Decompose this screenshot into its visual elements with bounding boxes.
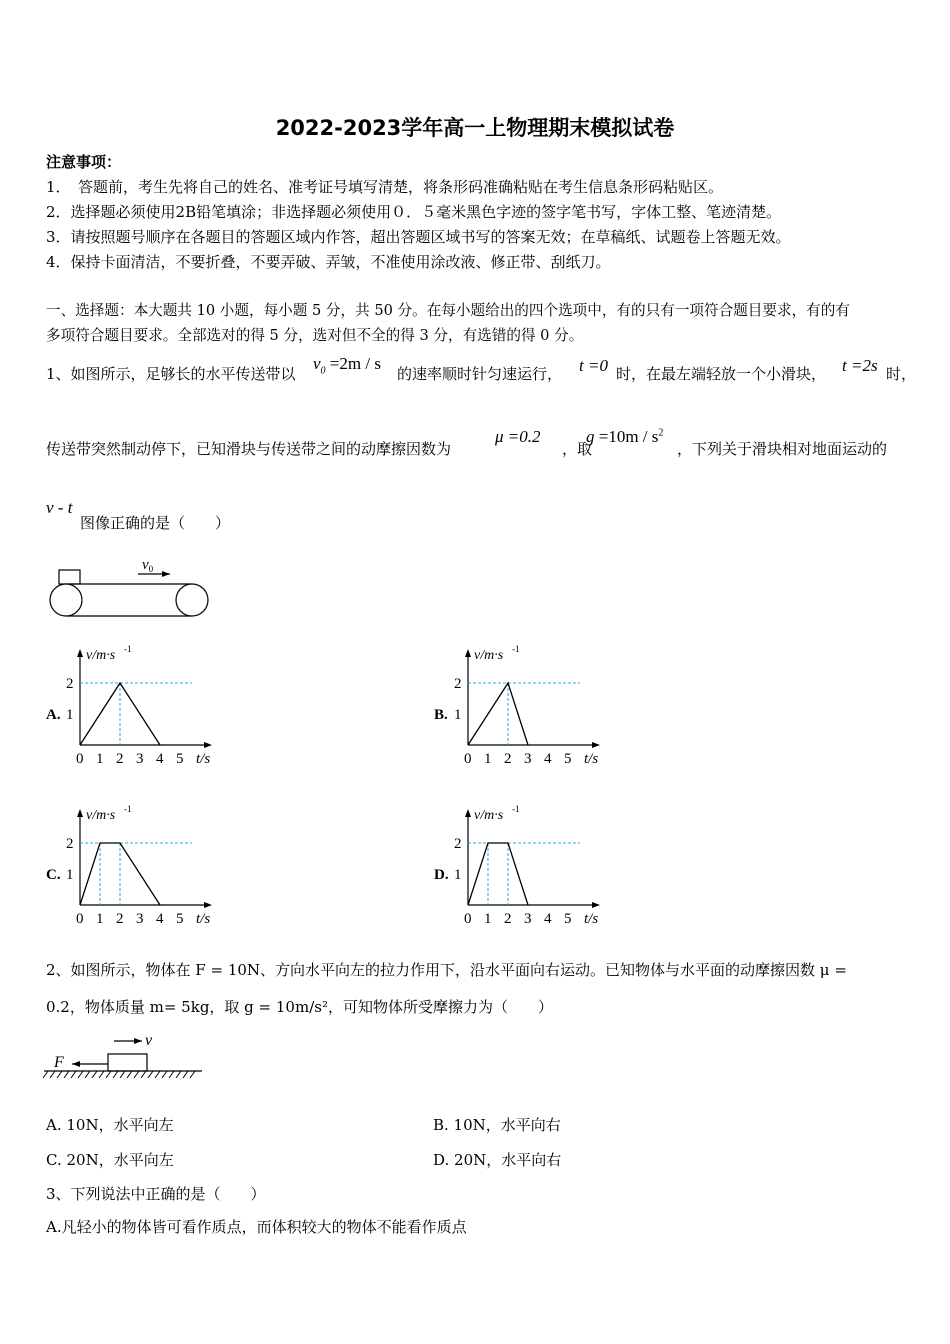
vt-graph-option-c[interactable] <box>44 800 224 930</box>
hatch-mark <box>190 1071 195 1078</box>
q1-text-5: 传送带突然制动停下，已知滑块与传送带之间的动摩擦因数为 <box>46 440 452 458</box>
q1-text-7: ，下列关于滑块相对地面运动的 <box>677 440 888 458</box>
section-instructions-line1: 一、选择题：本大题共 10 小题，每小题 5 分，共 50 分。在每小题给出的四个选项中，有的只有一项符合题目要求，有的有 <box>46 302 850 319</box>
y-axis-label-exponent: -1 <box>512 644 520 654</box>
y-axis-arrow <box>465 809 471 817</box>
hatch-mark <box>85 1071 90 1078</box>
x-tick-label: 3 <box>136 911 144 927</box>
hatch-mark <box>127 1071 132 1078</box>
x-tick-label: 3 <box>136 751 144 767</box>
hatch-mark <box>92 1071 97 1078</box>
y-tick-label: 2 <box>454 836 462 852</box>
x-tick-label: 2 <box>116 751 124 767</box>
q1-g-formula: $g =10m / s^2$ <box>586 427 664 446</box>
force-label: F <box>54 1054 64 1071</box>
q1-text-6: ，取 <box>562 440 593 458</box>
q1-text-1: 1、如图所示，足够长的水平传送带以 <box>46 365 296 383</box>
notice-item-2: 2．选择题必须使用2B铅笔填涂；非选择题必须使用０．５毫米黑色字迹的签字笔书写，字体工整、笔迹清楚。 <box>46 203 782 221</box>
x-tick-label: 1 <box>96 751 104 767</box>
x-tick-label: 0 <box>76 911 84 927</box>
block <box>59 570 80 584</box>
x-tick-label: 2 <box>116 911 124 927</box>
x-tick-label: 0 <box>464 911 472 927</box>
velocity-arrow-head <box>134 1038 142 1044</box>
x-tick-label: 0 <box>76 751 84 767</box>
page-title: 2022-2023学年高一上物理期末模拟试卷 <box>275 116 675 140</box>
x-tick-label: 4 <box>544 751 552 767</box>
q2-stem-line2: 0.2，物体质量 m= 5kg，取 g = 10m/s²，可知物体所受摩擦力为（ ） <box>46 998 553 1016</box>
hatch-mark <box>57 1071 62 1078</box>
hatch-mark <box>176 1071 181 1078</box>
q2-option-c[interactable]: C. 20N，水平向左 <box>46 1151 174 1169</box>
hatch-mark <box>120 1071 125 1078</box>
q2-stem-line1: 2、如图所示，物体在 F = 10N、方向水平向左的拉力作用下，沿水平面向右运动。已知物体与水平面的动摩擦因数 μ = <box>46 961 847 979</box>
y-axis-label-exponent: -1 <box>124 804 132 814</box>
q1-t2-formula: t =2s <box>842 356 878 375</box>
force-figure <box>42 1028 207 1084</box>
hatch-mark <box>78 1071 83 1078</box>
q1-text-2: 的速率顺时针匀速运行， <box>397 365 563 383</box>
y-axis-arrow <box>465 649 471 657</box>
ground-hatching <box>43 1071 195 1078</box>
hatch-mark <box>162 1071 167 1078</box>
vt-graph-option-a[interactable] <box>44 640 224 770</box>
y-axis-arrow <box>77 649 83 657</box>
x-tick-label: 1 <box>484 911 492 927</box>
q1-text-4: 时， <box>886 365 917 383</box>
x-tick-label: 5 <box>564 911 572 927</box>
y-axis-label: v/m·s <box>86 808 116 823</box>
y-axis-label-exponent: -1 <box>124 644 132 654</box>
y-axis-label-exponent: -1 <box>512 804 520 814</box>
conveyor-belt-figure <box>44 552 219 622</box>
q1-mu-formula: μ =0.2 <box>495 427 541 446</box>
q3-stem: 3、下列说法中正确的是（ ） <box>46 1185 266 1203</box>
notice-item-4: 4．保持卡面清洁，不要折叠，不要弄破、弄皱，不准使用涂改液、修正带、刮纸刀。 <box>46 253 611 271</box>
y-axis-arrow <box>77 809 83 817</box>
x-tick-label: 2 <box>504 751 512 767</box>
x-axis-arrow <box>204 742 212 748</box>
x-axis-arrow <box>204 902 212 908</box>
velocity-curve <box>468 843 528 905</box>
x-tick-label: 4 <box>156 751 164 767</box>
y-tick-label: 2 <box>66 836 74 852</box>
x-tick-label: 4 <box>544 911 552 927</box>
q1-vt-formula: v - t <box>46 498 73 517</box>
vt-graph-option-d[interactable] <box>432 800 612 930</box>
hatch-mark <box>134 1071 139 1078</box>
hatch-mark <box>141 1071 146 1078</box>
q2-option-b[interactable]: B. 10N，水平向右 <box>433 1116 561 1134</box>
y-tick-label: 1 <box>454 707 462 723</box>
x-tick-label: 3 <box>524 911 532 927</box>
x-tick-label: 5 <box>176 911 184 927</box>
notice-heading: 注意事项： <box>46 153 122 171</box>
hatch-mark <box>99 1071 104 1078</box>
option-label: B. <box>434 707 448 723</box>
hatch-mark <box>71 1071 76 1078</box>
section-instructions-line2: 多项符合题目要求。全部选对的得 5 分，选对但不全的得 3 分，有选错的得 0 分。 <box>46 327 584 344</box>
hatch-mark <box>50 1071 55 1078</box>
y-axis-label: v/m·s <box>474 648 504 663</box>
y-tick-label: 1 <box>66 707 74 723</box>
x-tick-label: 2 <box>504 911 512 927</box>
notice-item-3: 3．请按照题号顺序在各题目的答题区域内作答，超出答题区域书写的答案无效；在草稿纸、试题卷上答题无效。 <box>46 228 791 246</box>
object-block <box>108 1054 147 1071</box>
y-axis-label: v/m·s <box>86 648 116 663</box>
left-pulley <box>50 584 82 616</box>
velocity-curve <box>468 683 528 745</box>
x-axis-label: t/s <box>584 751 599 767</box>
option-label: A. <box>46 707 61 723</box>
hatch-mark <box>113 1071 118 1078</box>
y-axis-label: v/m·s <box>474 808 504 823</box>
hatch-mark <box>183 1071 188 1078</box>
right-pulley <box>176 584 208 616</box>
x-tick-label: 0 <box>464 751 472 767</box>
hatch-mark <box>155 1071 160 1078</box>
option-label: D. <box>434 867 449 883</box>
x-tick-label: 5 <box>176 751 184 767</box>
hatch-mark <box>169 1071 174 1078</box>
x-axis-label: t/s <box>584 911 599 927</box>
velocity-arrow-head <box>162 571 170 577</box>
y-tick-label: 2 <box>454 676 462 692</box>
x-tick-label: 4 <box>156 911 164 927</box>
hatch-mark <box>64 1071 69 1078</box>
q2-option-d[interactable]: D. 20N，水平向右 <box>433 1151 562 1169</box>
x-axis-label: t/s <box>196 911 211 927</box>
q1-text-8: 图像正确的是（ ） <box>80 514 231 532</box>
hatch-mark <box>148 1071 153 1078</box>
hatch-mark <box>106 1071 111 1078</box>
q1-t0-formula: t =0 <box>579 356 608 375</box>
belt-velocity-label: $v_0$ <box>142 557 154 574</box>
x-tick-label: 5 <box>564 751 572 767</box>
x-tick-label: 1 <box>484 751 492 767</box>
hatch-mark <box>43 1071 48 1078</box>
q1-v0-formula: $v_0 =2m / s$ <box>313 354 381 377</box>
x-axis-arrow <box>592 742 600 748</box>
y-tick-label: 2 <box>66 676 74 692</box>
option-label: C. <box>46 867 61 883</box>
x-tick-label: 3 <box>524 751 532 767</box>
q1-text-3: 时，在最左端轻放一个小滑块， <box>616 365 827 383</box>
x-axis-arrow <box>592 902 600 908</box>
force-arrow-head <box>72 1061 80 1067</box>
velocity-label: v <box>145 1032 153 1049</box>
vt-graph-option-b[interactable] <box>432 640 612 770</box>
x-tick-label: 1 <box>96 911 104 927</box>
y-tick-label: 1 <box>454 867 462 883</box>
x-axis-label: t/s <box>196 751 211 767</box>
q3-option-a[interactable]: A.凡轻小的物体皆可看作质点，而体积较大的物体不能看作质点 <box>46 1218 467 1236</box>
y-tick-label: 1 <box>66 867 74 883</box>
q2-option-a[interactable]: A. 10N，水平向左 <box>46 1116 174 1134</box>
notice-item-1: 1． 答题前，考生先将自己的姓名、准考证号填写清楚，将条形码准确粘贴在考生信息条形码粘贴区。 <box>46 178 724 196</box>
